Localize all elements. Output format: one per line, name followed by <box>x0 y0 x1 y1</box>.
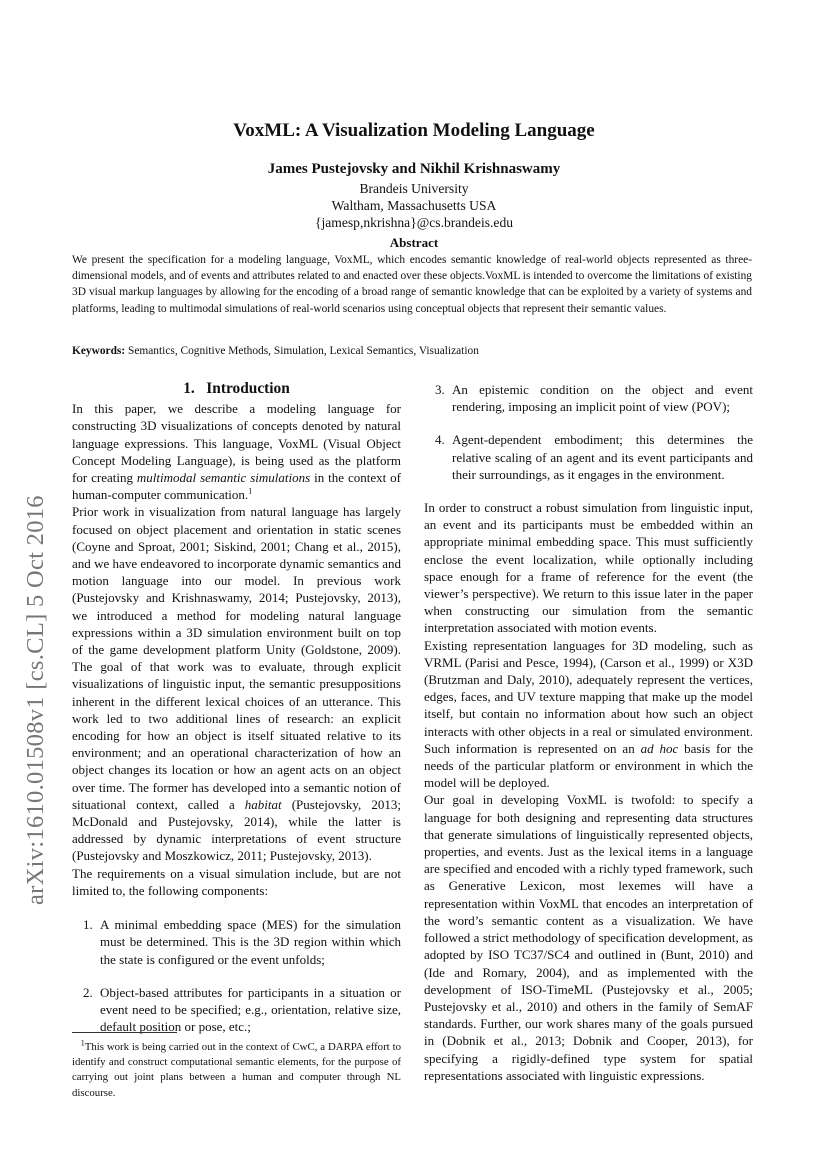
paragraph: In order to construct a robust simulation from linguistic input, an event and its participants must be embedded within an appropriate minimal embedding space. This must sufficiently enclose the event localization, while optionally including space enough for a frame of reference for the event (the viewer’s perspective). We return to this issue later in the paper when constructing our simulation from the semantic interpretation associated with motion events. <box>424 500 753 636</box>
section-heading <box>72 380 401 397</box>
list-item <box>72 916 401 968</box>
requirements-list <box>72 916 401 1035</box>
list-text: Object-based attributes for participants in a situation or event need to be specified; e.g., orientation, relative size, default position or pose, etc.; <box>100 984 401 1035</box>
section-number: 1. <box>183 380 195 397</box>
list-number: 1. <box>83 917 93 933</box>
affiliation-university: Brandeis University <box>359 181 469 196</box>
abstract-text: We present the specification for a modeling language, VoxML, which encodes semantic knowledge of real-world objects represented as three-dimensional models, and of events and attributes related to and enacted over these objects.VoxML is intended to overcome the limitations of existing 3D visual markup languages by allowing for the encoding of a broad range of semantic knowledge that can be exploited by a variety of systems and platforms, leading to multimodal simulations of real-world scenarios using conceptual objects that represent their semantic values. <box>72 254 752 315</box>
paragraph: Our goal in developing VoxML is twofold: to specify a language for both designing and representing data structures that generate simulations of linguistically represented objects, properties, and events. Just as the lexical items in a language are specified and encoded with a richly typed framework, such as Generative Lexicon, most lexemes will have a representation within VoxML that encodes an interpretation of the word’s semantic content as a visualization. We have followed a strict methodology of specification development, as adopted by ISO TC37/SC4 and outlined in (Bunt, 2010) and (Ide and Romary, 2004), and as implemented with the development of ISO-TimeML (Pustejovsky et al., 2005; Pustejovsky et al., 2010) and others in the family of SemAF standards. Further, our work shares many of the goals pursued in (Dobnik et al., 2013; Dobnik and Cooper, 2013), for specifying a rigidly-defined type system for spatial representations associated with linguistic expressions. <box>424 792 753 1083</box>
paper-title: VoxML: A Visualization Modeling Language <box>233 120 595 141</box>
section-title: Introduction <box>206 380 290 397</box>
text-span: in the context of human-computer communication. <box>72 470 402 503</box>
affiliation-email: {jamesp,nkrishna}@cs.brandeis.edu <box>314 215 514 230</box>
list-number: 2. <box>83 984 93 1000</box>
list-number: 4. <box>435 432 445 448</box>
left-column <box>72 380 401 1051</box>
paragraph <box>72 400 401 503</box>
paragraph <box>424 637 753 792</box>
paper-authors: James Pustejovsky and Nikhil Krishnaswamy <box>267 161 561 177</box>
keywords-text: Semantics, Cognitive Methods, Simulation, Lexical Semantics, Visualization <box>125 345 479 357</box>
list-text: A minimal embedding space (MES) for the simulation must be determined. This is the 3D region within which the state is configured or the event unfolds; <box>100 917 401 967</box>
text-span: basis for the needs of the particular platform or environment in which the model will be deployed. <box>424 740 753 791</box>
text-span: (Pustejovsky, 2013; McDonald and Pustejovsky, 2014), while the latter is addressed by dynamic interpretations of event structure (Pustejovsky and Moszkowicz, 2011; Pustejovsky, 2013). <box>72 796 401 864</box>
footnote-marker: 1 <box>248 486 253 496</box>
footnote-area <box>72 1032 401 1101</box>
paragraph <box>72 503 401 864</box>
footnote <box>72 1040 401 1101</box>
list-item <box>424 431 753 483</box>
keywords-line <box>72 345 479 357</box>
list-item <box>424 381 753 415</box>
text-span: In this paper, we describe a modeling language for constructing 3D visualizations of concepts denoted by natural language expressions. This language, VoxML (Visual Object Concept Modeling Language), is being used as the platform for creating <box>72 401 401 486</box>
affiliation-location: Waltham, Massachusetts USA <box>331 198 497 213</box>
text-span: Prior work in visualization from natural language has largely focused on object placement and orientation in static scenes (Coyne and Sproat, 2001; Siskind, 2001; Chang et al., 2015), and we have endeavored to incorporate dynamic semantics and motion language into our model. In previous work (Pustejovsky and Krishnaswamy, 2014; Pustejovsky, 2013), we introduced a method for modeling natural language expressions within a 3D simulation environment built on top of the game development platform Unity (Goldstone, 2009). The goal of that work was to evaluate, through explicit visualizations of linguistic input, the semantic presuppositions inherent in the different lexical choices of an utterance. This work led to two additional lines of research: an explicit encoding for how an object is itself situated relative to its environment; and an operational characterization of how an object changes its location or how an agent acts on an object over time. The former has developed into a semantic notion of situational context, called a <box>72 504 401 812</box>
emphasis: habitat <box>244 796 282 812</box>
list-text: An epistemic condition on the object and event rendering, imposing an implicit point of view (POV); <box>452 382 753 415</box>
list-number: 3. <box>435 382 445 397</box>
list-text: Agent-dependent embodiment; this determines the relative scaling of an agent and its event participants and their surroundings, as it engages in the environment. <box>452 432 753 482</box>
abstract-heading: Abstract <box>389 235 439 250</box>
text-span: Existing representation languages for 3D modeling, such as VRML (Parisi and Pesce, 1994), (Carson et al., 1999) or X3D (Brutzman and Daly, 2010), adequately represent the vertices, edges, faces, and UV texture mapping that make up the model itself, but contain no information about how such an object interacts with other objects in a real or simulated environment. Such information is represented on an <box>424 637 753 756</box>
footnote-mark: 1 <box>80 1038 85 1048</box>
footnote-text: This work is being carried out in the context of CwC, a DARPA effort to identify and construct computational semantic elements, for the purpose of carrying out joint plans between a human and computer through NL discourse. <box>72 1041 401 1099</box>
list-item <box>72 984 401 1036</box>
emphasis: multimodal semantic simulations <box>136 470 311 486</box>
keywords-label: Keywords: <box>72 345 126 357</box>
right-column <box>424 381 753 1084</box>
arxiv-stamp: arXiv:1610.01508v1 [cs.CL] 5 Oct 2016 <box>22 495 49 905</box>
paragraph: The requirements on a visual simulation include, but are not limited to, the following components: <box>72 865 401 898</box>
author-affiliation <box>0 180 828 231</box>
requirements-list-continued <box>424 381 753 483</box>
footnote-rule <box>72 1032 177 1033</box>
emphasis: ad hoc <box>640 740 679 756</box>
